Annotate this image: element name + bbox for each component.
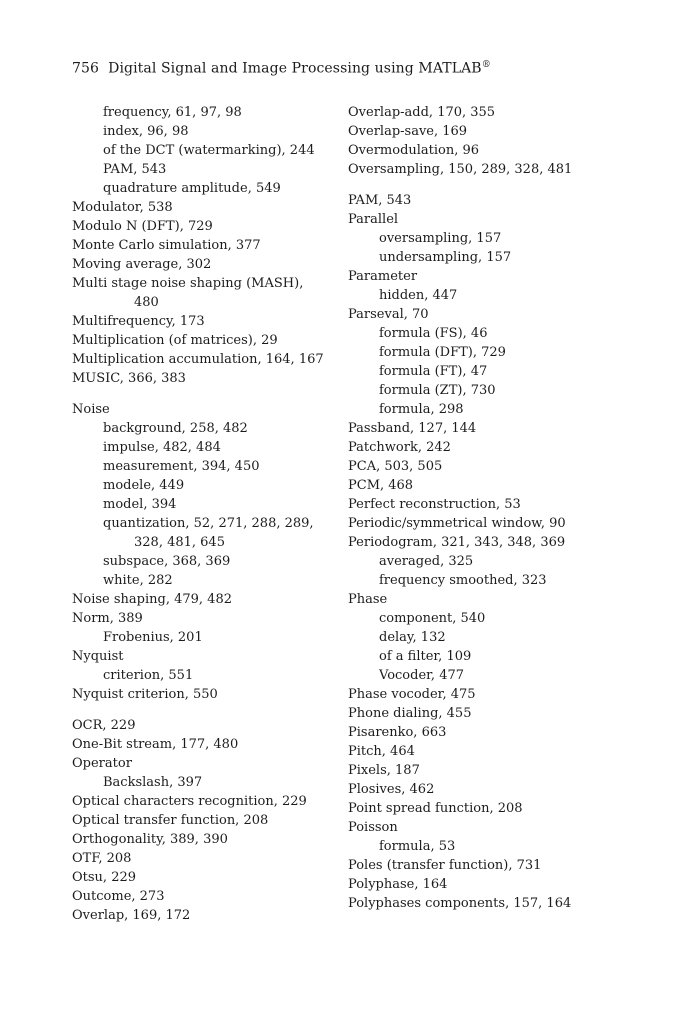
- index-entry: PAM, 543: [348, 193, 412, 208]
- book-title: Digital Signal and Image Processing using MATLAB: [108, 60, 482, 77]
- index-subentry: impulse, 482, 484: [103, 440, 221, 455]
- index-subentry: formula (ZT), 730: [379, 383, 496, 398]
- index-subentry: criterion, 551: [103, 668, 194, 683]
- index-subentry: delay, 132: [379, 630, 446, 645]
- index-subentry: frequency, 61, 97, 98: [103, 105, 242, 120]
- index-entry: Point spread function, 208: [348, 801, 523, 816]
- index-entry: Overlap-save, 169: [348, 124, 468, 139]
- index-entry: Nyquist criterion, 550: [72, 687, 218, 702]
- index-entry: Modulo N (DFT), 729: [72, 219, 213, 234]
- index-entry: Multiplication accumulation, 164, 167: [72, 352, 324, 367]
- index-subentry: formula (FT), 47: [379, 364, 488, 379]
- index-entry: Periodic/symmetrical window, 90: [348, 516, 566, 531]
- index-entry: Multi stage noise shaping (MASH),: [72, 276, 304, 291]
- index-entry: Modulator, 538: [72, 200, 173, 215]
- index-subentry: formula (DFT), 729: [379, 345, 506, 360]
- index-entry: Pisarenko, 663: [348, 725, 447, 740]
- index-subentry: modele, 449: [103, 478, 185, 493]
- index-subentry: formula (FS), 46: [379, 326, 488, 341]
- index-entry: Orthogonality, 389, 390: [72, 832, 228, 847]
- index-entry: Multifrequency, 173: [72, 314, 205, 329]
- index-subentry: component, 540: [379, 611, 486, 626]
- index-column-right: [348, 103, 638, 913]
- index-entry: Parallel: [348, 212, 399, 227]
- index-subentry: of the DCT (watermarking), 244: [103, 143, 315, 158]
- letter-group-gap: [72, 704, 338, 716]
- index-entry: Optical characters recognition, 229: [72, 794, 307, 809]
- page-number: 756: [72, 60, 100, 77]
- letter-group-gap: [72, 388, 338, 400]
- index-entry: Perfect reconstruction, 53: [348, 497, 521, 512]
- index-entry: Noise: [72, 402, 110, 417]
- index-entry: One-Bit stream, 177, 480: [72, 737, 239, 752]
- index-entry: PCM, 468: [348, 478, 414, 493]
- index-subentry: formula, 53: [379, 839, 456, 854]
- index-entry: Otsu, 229: [72, 870, 137, 885]
- index-subentry: measurement, 394, 450: [103, 459, 260, 474]
- index-continuation: 328, 481, 645: [134, 535, 225, 550]
- index-entry: Poles (transfer function), 731: [348, 858, 542, 873]
- index-entry: Overlap, 169, 172: [72, 908, 191, 923]
- index-entry: Phase: [348, 592, 388, 607]
- index-subentry: Backslash, 397: [103, 775, 203, 790]
- index-subentry: formula, 298: [379, 402, 464, 417]
- index-subentry: hidden, 447: [379, 288, 458, 303]
- index-entry: OCR, 229: [72, 718, 136, 733]
- index-entry: Plosives, 462: [348, 782, 435, 797]
- index-subentry: quantization, 52, 271, 288, 289,: [103, 516, 314, 531]
- index-subentry: Vocoder, 477: [379, 668, 465, 683]
- index-subentry: PAM, 543: [103, 162, 167, 177]
- index-entry: MUSIC, 366, 383: [72, 371, 186, 386]
- index-subentry: background, 258, 482: [103, 421, 248, 436]
- index-entry: Moving average, 302: [72, 257, 212, 272]
- index-subentry: frequency smoothed, 323: [379, 573, 547, 588]
- letter-group-gap: [348, 179, 638, 191]
- index-entry: Overlap-add, 170, 355: [348, 105, 496, 120]
- index-subentry: Frobenius, 201: [103, 630, 203, 645]
- index-subentry: subspace, 368, 369: [103, 554, 231, 569]
- index-column-left: [72, 103, 338, 925]
- index-entry: Pitch, 464: [348, 744, 415, 759]
- index-subentry: white, 282: [103, 573, 173, 588]
- index-entry: Noise shaping, 479, 482: [72, 592, 232, 607]
- index-entry: Parameter: [348, 269, 418, 284]
- index-entry: Nyquist: [72, 649, 124, 664]
- index-entry: Phase vocoder, 475: [348, 687, 476, 702]
- index-entry: Optical transfer function, 208: [72, 813, 269, 828]
- index-entry: Multiplication (of matrices), 29: [72, 333, 278, 348]
- registered-mark: ®: [481, 60, 491, 70]
- index-entry: Parseval, 70: [348, 307, 429, 322]
- index-entry: Polyphase, 164: [348, 877, 448, 892]
- index-entry: Periodogram, 321, 343, 348, 369: [348, 535, 566, 550]
- index-entry: PCA, 503, 505: [348, 459, 443, 474]
- index-entry: Outcome, 273: [72, 889, 165, 904]
- index-entry: Pixels, 187: [348, 763, 420, 778]
- index-entry: Passband, 127, 144: [348, 421, 477, 436]
- index-entry: Patchwork, 242: [348, 440, 451, 455]
- index-entry: Monte Carlo simulation, 377: [72, 238, 261, 253]
- index-continuation: 480: [134, 295, 159, 310]
- index-subentry: quadrature amplitude, 549: [103, 181, 281, 196]
- index-subentry: of a filter, 109: [379, 649, 472, 664]
- index-entry: Polyphases components, 157, 164: [348, 896, 572, 911]
- index-entry: OTF, 208: [72, 851, 132, 866]
- index-subentry: oversampling, 157: [379, 231, 502, 246]
- index-subentry: index, 96, 98: [103, 124, 189, 139]
- index-entry: Operator: [72, 756, 132, 771]
- index-entry: Norm, 389: [72, 611, 143, 626]
- index-entry: Phone dialing, 455: [348, 706, 472, 721]
- running-header: [72, 60, 491, 77]
- index-subentry: model, 394: [103, 497, 177, 512]
- index-entry: Oversampling, 150, 289, 328, 481: [348, 162, 573, 177]
- index-entry: Poisson: [348, 820, 398, 835]
- index-entry: Overmodulation, 96: [348, 143, 480, 158]
- index-subentry: undersampling, 157: [379, 250, 512, 265]
- index-subentry: averaged, 325: [379, 554, 474, 569]
